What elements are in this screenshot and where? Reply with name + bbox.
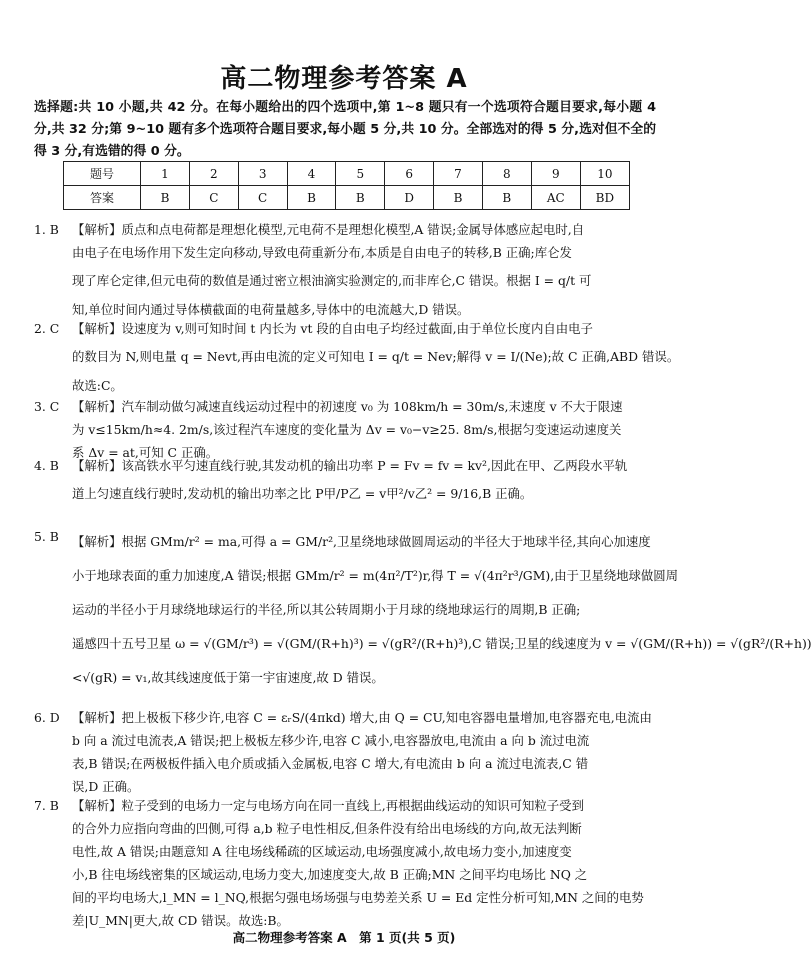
question-7 xyxy=(34,794,656,932)
page-footer: 高二物理参考答案 A 第 1 页(共 5 页) xyxy=(232,930,456,945)
table-row-numbers xyxy=(64,162,630,186)
explanation-line: 系 Δv = at,可知 C 正确。 xyxy=(72,445,219,460)
question-2 xyxy=(34,317,680,397)
explanation-line: 小,B 往电场线密集的区域运动,电场力变大,加速度变大,故 B 正确;MN 之间平均电场比 NQ 之 xyxy=(72,867,588,882)
table-cell: 1 xyxy=(141,162,190,186)
question-number: 7. B xyxy=(34,798,59,813)
explanation-line: 【解析】把上极板下移少许,电容 C = εᵣS/(4πkd) 增大,由 Q = CU,知电容器电量增加,电容器充电,电流由 xyxy=(72,710,652,725)
row-label-answer: 答案 xyxy=(64,186,141,210)
question-number: 6. D xyxy=(34,710,60,725)
table-cell: B xyxy=(287,186,336,210)
question-4 xyxy=(34,454,656,511)
table-cell: B xyxy=(141,186,190,210)
explanation-line: 小于地球表面的重力加速度,A 错误;根据 GMm/r² = m(4π²/T²)r,得 T = √(4π²r³/GM),由于卫星绕地球做圆周 xyxy=(72,568,679,583)
question-number: 3. C xyxy=(34,399,60,414)
explanation-line: 【解析】质点和点电荷都是理想化模型,元电荷不是理想化模型,A 错误;金属导体感应起电时,自 xyxy=(72,222,585,237)
table-cell: 7 xyxy=(434,162,483,186)
explanation-line: 电性,故 A 错误;由题意知 A 往电场线稀疏的区域运动,电场强度减小,故电场力变小,加速度变 xyxy=(72,844,572,859)
explanation-line: 运动的半径小于月球绕地球运行的半径,所以其公转周期小于月球的绕地球运行的周期,B 正确; xyxy=(72,602,581,617)
table-cell: B xyxy=(482,186,531,210)
answer-table xyxy=(63,161,630,210)
table-cell: 8 xyxy=(482,162,531,186)
table-cell: 4 xyxy=(287,162,336,186)
explanation-line: 现了库仑定律,但元电荷的数值是通过密立根油滴实验测定的,而非库仑,C 错误。根据 I = q/t 可 xyxy=(72,273,592,288)
explanation-line: 表,B 错误;在两极板件插入电介质或插入金属板,电容 C 增大,有电流由 b 向 a 流过电流表,C 错 xyxy=(72,756,589,771)
explanation-line: 知,单位时间内通过导体横截面的电荷量越多,导体中的电流越大,D 错误。 xyxy=(72,302,470,317)
explanation-line: 误,D 正确。 xyxy=(72,779,140,794)
explanation-line: 【解析】汽车制动做匀减速直线运动过程中的初速度 v₀ 为 108km/h = 30m/s,末速度 v 不大于限速 xyxy=(72,399,623,414)
explanation-line: 的合外力应指向弯曲的凹侧,可得 a,b 粒子电性相反,但条件没有给出电场线的方向,故无法判断 xyxy=(72,821,582,836)
table-cell: D xyxy=(385,186,434,210)
table-cell: BD xyxy=(580,186,629,210)
table-cell: C xyxy=(238,186,287,210)
question-number: 5. B xyxy=(34,529,59,544)
table-row-answers xyxy=(64,186,630,210)
question-6 xyxy=(34,706,656,798)
explanation-line: 【解析】粒子受到的电场力一定与电场方向在同一直线上,再根据曲线运动的知识可知粒子受到 xyxy=(72,798,584,813)
explanation-line: 遥感四十五号卫星 ω = √(GM/r³) = √(GM/(R+h)³) = √(gR²/(R+h)³),C 错误;卫星的线速度为 v = √(GM/(R+h)) = √(gR²/(R+h)) xyxy=(72,636,812,651)
table-cell: 10 xyxy=(580,162,629,186)
question-number: 1. B xyxy=(34,222,59,237)
table-cell: 9 xyxy=(531,162,580,186)
explanation-line: b 向 a 流过电流表,A 错误;把上极板左移少许,电容 C 减小,电容器放电,电流由 a 向 b 流过电流 xyxy=(72,733,590,748)
question-5 xyxy=(34,525,812,695)
explanation-line: 间的平均电场大,l_MN = l_NQ,根据匀强电场场强与电势差关系 U = Ed 定性分析可知,MN 之间的电势 xyxy=(72,890,644,905)
table-cell: C xyxy=(189,186,238,210)
question-number: 4. B xyxy=(34,458,59,473)
table-cell: AC xyxy=(531,186,580,210)
table-cell: 2 xyxy=(189,162,238,186)
table-cell: B xyxy=(336,186,385,210)
explanation-line: 【解析】该高铁水平匀速直线行驶,其发动机的输出功率 P = Fv = fv = kv²,因此在甲、乙两段水平轨 xyxy=(72,458,628,473)
table-cell: 3 xyxy=(238,162,287,186)
explanation-line: 为 v≤15km/h≈4. 2m/s,该过程汽车速度的变化量为 Δv = v₀−v≥25. 8m/s,根据匀变速运动速度关 xyxy=(72,422,622,437)
row-label-number: 题号 xyxy=(64,162,141,186)
page-title: 高二物理参考答案 A xyxy=(220,64,468,94)
question-number: 2. C xyxy=(34,321,60,336)
explanation-line: <√(gR) = v₁,故其线速度低于第一宇宙速度,故 D 错误。 xyxy=(72,670,384,685)
explanation-line: 【解析】设速度为 v,则可知时间 t 内长为 vt 段的自由电子均经过截面,由于单位长度内自由电子 xyxy=(72,321,593,336)
explanation-line: 【解析】根据 GMm/r² = ma,可得 a = GM/r²,卫星绕地球做圆周运动的半径大于地球半径,其向心加速度 xyxy=(72,534,651,549)
question-1 xyxy=(34,218,656,321)
table-cell: 5 xyxy=(336,162,385,186)
explanation-line: 由电子在电场作用下发生定向移动,导致电荷重新分布,本质是自由电子的转移,B 正确;库仑发 xyxy=(72,245,572,260)
explanation-line: 故选:C。 xyxy=(72,378,123,393)
explanation-line: 的数目为 N,则电量 q = Nevt,再由电流的定义可知电 I = q/t = Nev;解得 v = I/(Ne);故 C 正确,ABD 错误。 xyxy=(72,349,680,364)
explanation-line: 差|U_MN|更大,故 CD 错误。故选:B。 xyxy=(72,913,289,928)
table-cell: 6 xyxy=(385,162,434,186)
table-cell: B xyxy=(434,186,483,210)
instructions: 选择题:共 10 小题,共 42 分。在每小题给出的四个选项中,第 1~8 题只有一个选项符合题目要求,每小题 4 分,共 32 分;第 9~10 题有多个选项符合题目要求,每小题 5 分,共 10 分。全部选对的得 5 分,选对但不全的得 3 分,有选错的得 0 分。 xyxy=(34,100,656,159)
explanation-line: 道上匀速直线行驶时,发动机的输出功率之比 P甲/P乙 = v甲²/v乙² = 9/16,B 正确。 xyxy=(72,486,533,501)
